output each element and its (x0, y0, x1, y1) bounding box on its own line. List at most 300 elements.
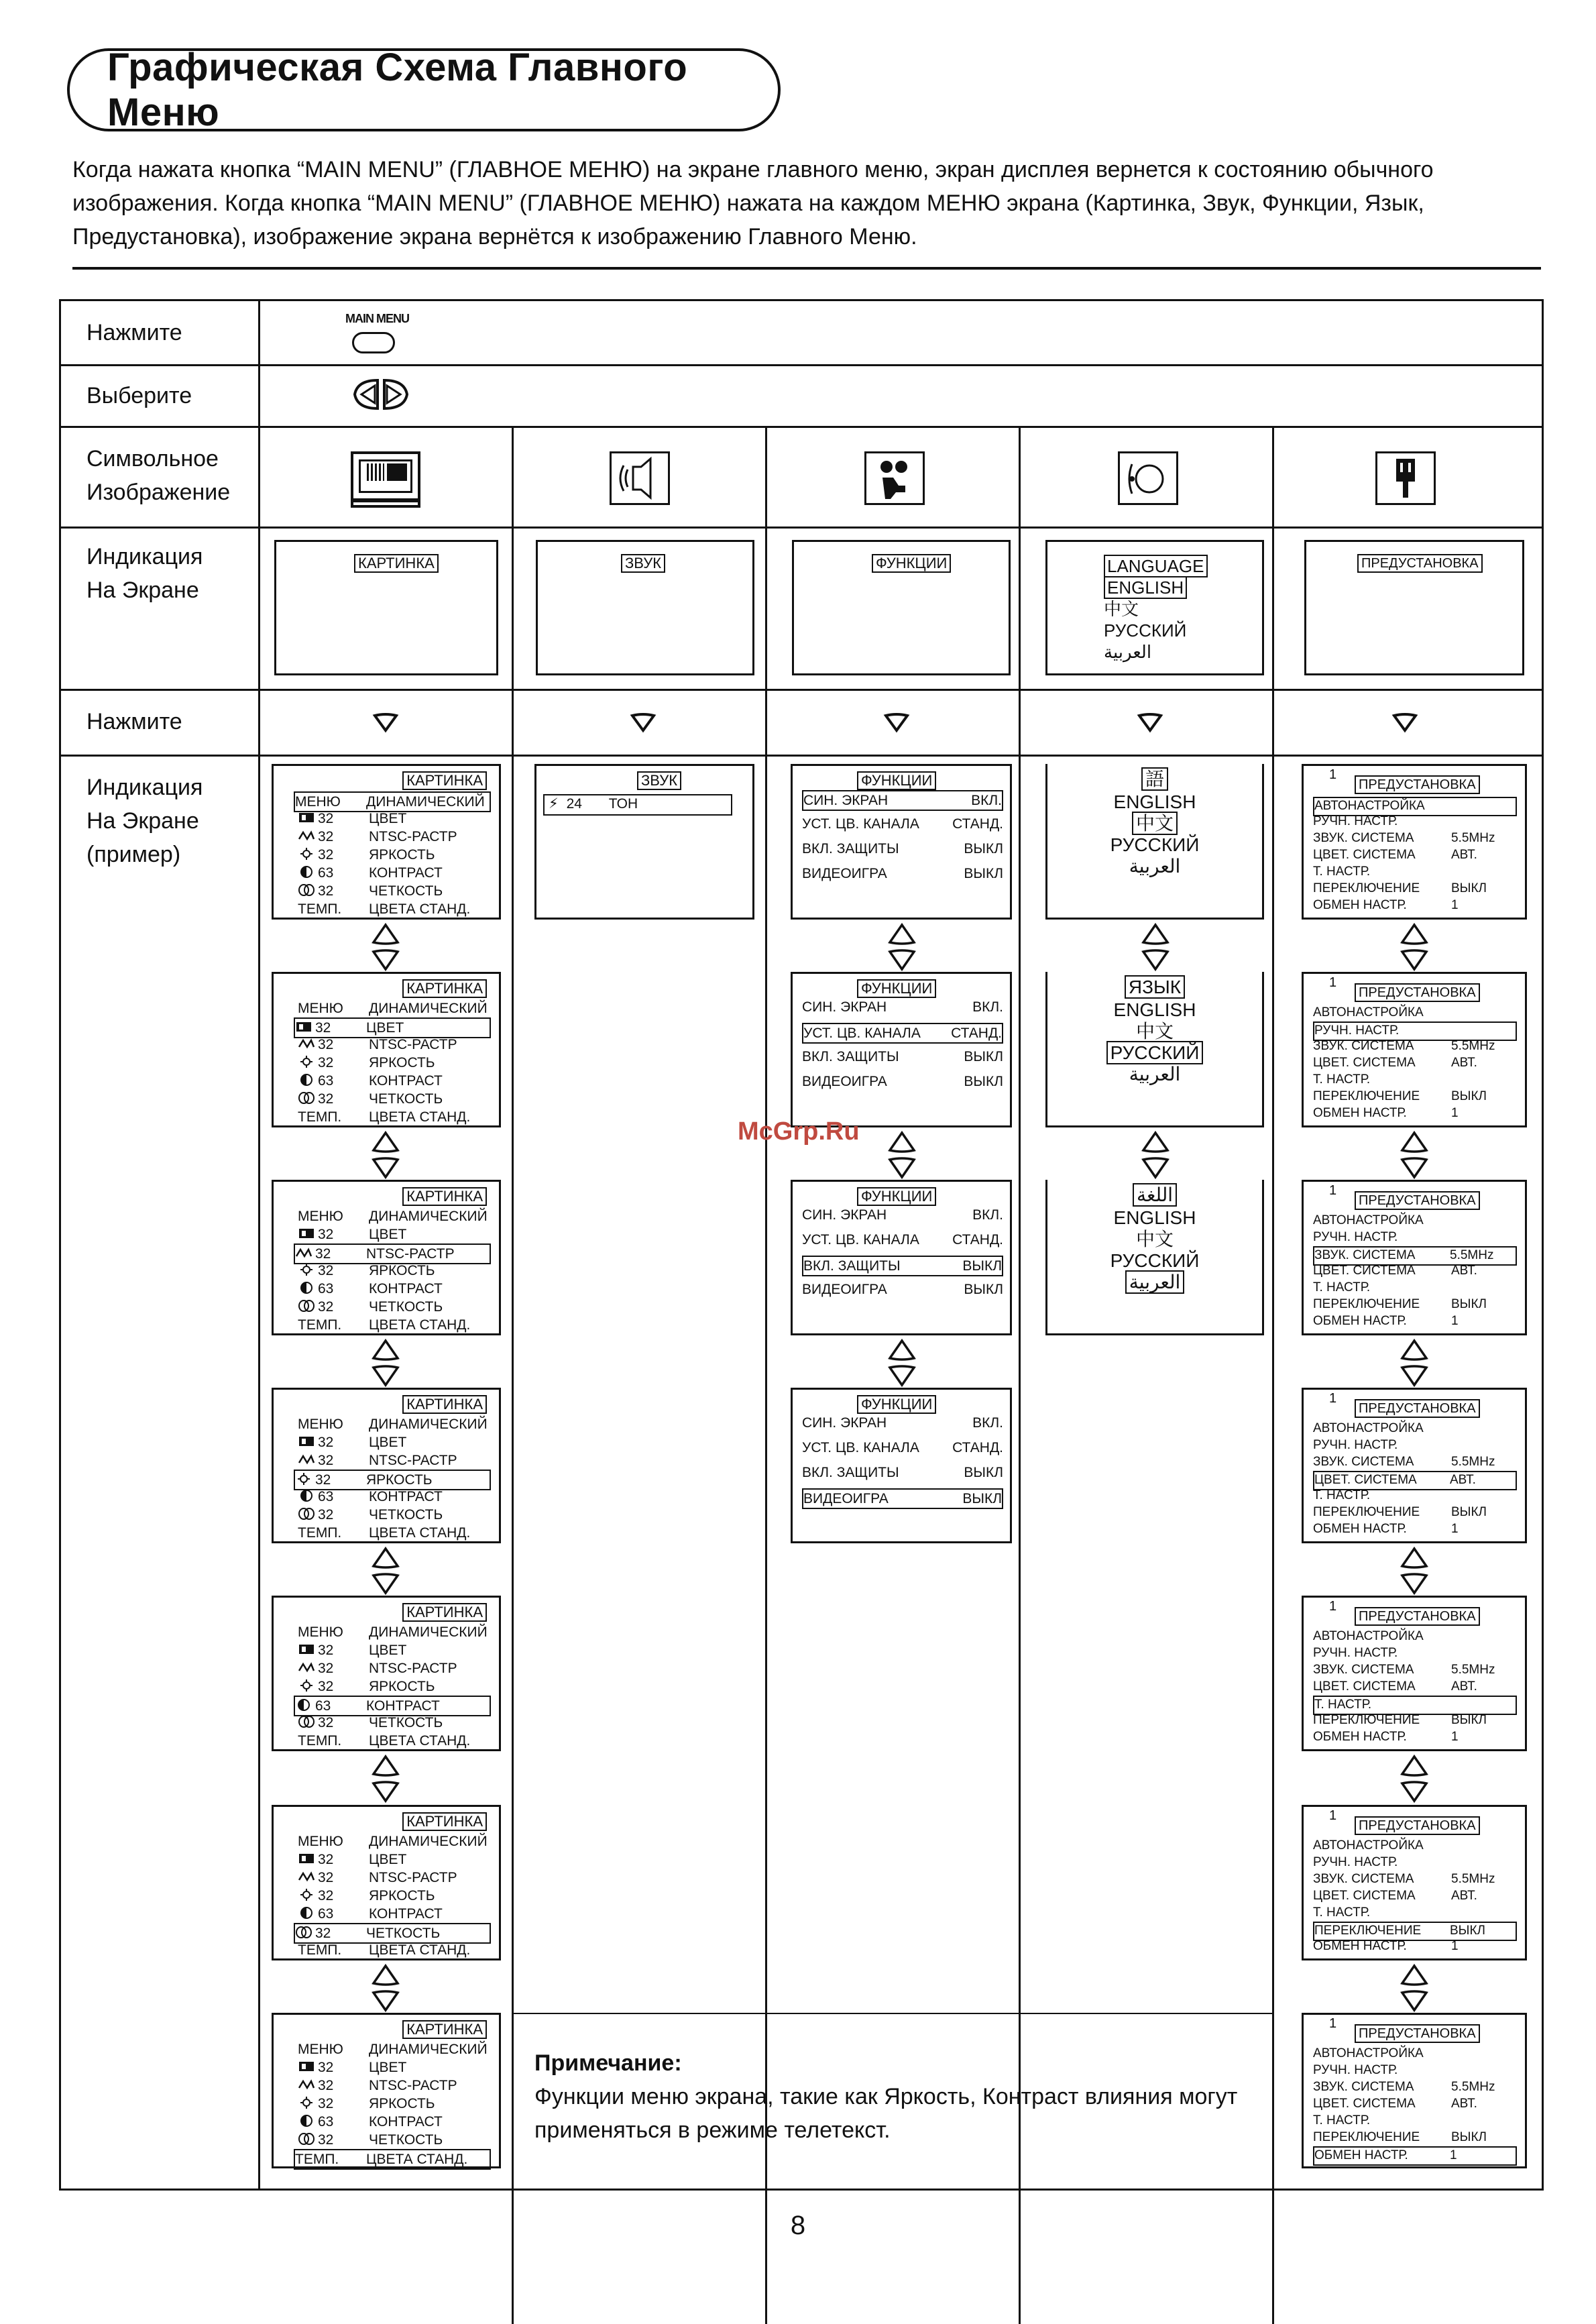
menu-row[interactable] (298, 1415, 488, 1433)
menu-row[interactable] (1313, 1521, 1517, 1538)
page-number: 8 (790, 2211, 806, 2240)
menu-row-value: 32 (298, 1451, 369, 1470)
menu-row-value: СТАНД. (951, 1026, 1002, 1041)
menu-row-label: Т. НАСТР. (1313, 1905, 1371, 1920)
screen-title: ФУНКЦИИ (857, 771, 936, 790)
menu-row[interactable] (298, 999, 488, 1017)
menu-row-value: ВЫКЛ (1451, 1297, 1487, 1311)
menu-row[interactable] (298, 1433, 488, 1451)
menu-row[interactable] (1313, 1888, 1517, 1905)
menu-row[interactable] (1313, 1838, 1517, 1855)
menu-row[interactable] (802, 1463, 1003, 1482)
menu-row-value (1451, 1628, 1517, 1645)
menu-row[interactable] (1313, 1038, 1517, 1055)
menu-row[interactable] (294, 2149, 491, 2170)
onscreen-picture (274, 540, 498, 675)
menu-row[interactable] (298, 1072, 488, 1090)
menu-row-value (1451, 1072, 1517, 1089)
menu-row-label: ЯРКОСТЬ (369, 2096, 435, 2111)
menu-row[interactable] (1313, 1263, 1517, 1280)
menu-row[interactable] (1313, 830, 1517, 847)
menu-row[interactable] (298, 1623, 488, 1641)
menu-row[interactable] (1313, 2079, 1517, 2096)
menu-row-value: ВКЛ. (971, 793, 1002, 808)
menu-row-label: ПЕРЕКЛЮЧЕНИЕ (1313, 881, 1420, 895)
globe-icon (1118, 451, 1178, 505)
menu-row-label: ЦВЕТ. СИСТЕМА (1313, 2097, 1416, 2111)
menu-row-label: Т. НАСТР. (1314, 1698, 1372, 1712)
menu-row-label: ПЕРЕКЛЮЧЕНИЕ (1313, 1089, 1420, 1103)
menu-row-value: 63 (298, 864, 369, 882)
lang-option-label: ENGLISH (1113, 999, 1196, 1020)
tools-icon (864, 451, 925, 505)
menu-row[interactable] (298, 846, 488, 864)
menu-row-value (1451, 814, 1517, 830)
menu-row[interactable] (298, 828, 488, 846)
menu-row[interactable] (802, 1439, 1003, 1457)
up-down-arrows-icon[interactable] (371, 1338, 400, 1388)
menu-row[interactable] (298, 1905, 488, 1923)
menu-row-label: ЯРКОСТЬ (366, 1472, 433, 1488)
screen-title: ЗВУК (621, 554, 665, 573)
menu-row[interactable] (1313, 2113, 1517, 2129)
menu-row-value: 63 (298, 1072, 369, 1090)
menu-row[interactable] (298, 1641, 488, 1659)
main-menu-label: MAIN MENU (345, 312, 409, 325)
screen-title: КАРТИНКА (354, 554, 439, 573)
menu-row-label: ДИНАМИЧЕСКИЙ (369, 1209, 488, 1224)
onscreen-functions (792, 540, 1011, 675)
menu-row[interactable] (1313, 1089, 1517, 1105)
menu-row[interactable] (1313, 1679, 1517, 1696)
menu-row-value: МЕНЮ (298, 1624, 343, 1640)
menu-row-value (1451, 2062, 1517, 2079)
menu-row-label: ЦВЕТА СТАНД. (369, 1317, 471, 1333)
menu-row[interactable] (1313, 1729, 1517, 1746)
contrast-icon (298, 2115, 315, 2127)
down-button-icon[interactable] (630, 713, 657, 733)
menu-row-value (1451, 1229, 1517, 1246)
menu-row-value: 63 (298, 1905, 369, 1923)
menu-row[interactable] (298, 2113, 488, 2131)
menu-row-label: ДИНАМИЧЕСКИЙ (369, 1417, 488, 1432)
menu-row-label: ЦВЕТ. СИСТЕМА (1314, 1473, 1417, 1487)
menu-row-label: ОБМЕН НАСТР. (1313, 1314, 1407, 1328)
menu-row-label: АВТОНАСТРОЙКА (1313, 1421, 1424, 1435)
menu-row-label: ЦВЕТ (369, 1435, 407, 1450)
down-button-icon[interactable] (372, 713, 399, 733)
left-right-arrows-icon[interactable] (351, 378, 411, 411)
up-down-arrows-icon[interactable] (371, 1754, 400, 1804)
menu-row-label: ЗВУК. СИСТЕМА (1314, 1248, 1416, 1262)
menu-row-label: ДИНАМИЧЕСКИЙ (369, 1001, 488, 1016)
menu-row-value: ТЕМП. (298, 1733, 342, 1749)
menu-row[interactable] (298, 1524, 488, 1542)
menu-row-label: КОНТРАСТ (366, 1698, 440, 1714)
screen-title: КАРТИНКА (402, 1395, 487, 1414)
menu-row-value: 32 (298, 1506, 369, 1524)
screen-title: ФУНКЦИИ (857, 1395, 936, 1414)
menu-row[interactable] (298, 864, 488, 882)
menu-row-label: ЗВУК. СИСТЕМА (1313, 2080, 1414, 2094)
menu-row-label: ВИДЕОИГРА (802, 866, 887, 881)
menu-row[interactable] (1313, 1662, 1517, 1679)
screen-title: ПРЕДУСТАНОВКА (1355, 1607, 1480, 1626)
menu-row[interactable] (298, 1714, 488, 1732)
menu-row-label: ВИДЕОИГРА (803, 1491, 889, 1506)
menu-row-value: 32 (298, 1090, 369, 1108)
color-icon (298, 1643, 315, 1655)
menu-row[interactable] (298, 900, 488, 918)
menu-row-label: КОНТРАСТ (369, 865, 443, 881)
sound-tone-row[interactable] (543, 794, 732, 816)
menu-row[interactable] (1313, 864, 1517, 881)
ntsc-icon (295, 1247, 312, 1259)
down-button-icon[interactable] (1391, 713, 1418, 733)
menu-row-label: ЗВУК. СИСТЕМА (1313, 1872, 1414, 1886)
up-down-arrows-icon[interactable] (1400, 1754, 1429, 1804)
menu-row[interactable] (802, 840, 1003, 858)
menu-row[interactable] (298, 1506, 488, 1524)
screen-title: ПРЕДУСТАНОВКА (1355, 1191, 1480, 1210)
lang-option[interactable] (1047, 1063, 1262, 1086)
menu-row-label: ОБМЕН НАСТР. (1314, 2148, 1408, 2162)
menu-row[interactable] (1313, 814, 1517, 830)
up-down-arrows-icon[interactable] (371, 1546, 400, 1596)
speaker-icon (610, 451, 670, 505)
up-down-arrows-icon[interactable] (887, 1338, 917, 1388)
menu-row[interactable] (1313, 1005, 1517, 1021)
screen-title: ФУНКЦИИ (857, 979, 936, 998)
up-down-arrows-icon[interactable] (371, 1130, 400, 1180)
menu-row[interactable] (298, 1262, 488, 1280)
ntsc-icon (298, 830, 315, 842)
menu-row[interactable] (298, 1887, 488, 1905)
menu-row[interactable] (1313, 1229, 1517, 1246)
menu-row[interactable] (802, 1206, 1003, 1224)
lang-option-label: РУССКИЙ (1110, 1250, 1200, 1271)
menu-row[interactable] (1313, 1488, 1517, 1504)
menu-row[interactable] (298, 1850, 488, 1869)
menu-row[interactable] (802, 1256, 1003, 1276)
menu-row-value: 1 (1451, 898, 1459, 912)
menu-row-label: NTSC-РАСТР (369, 1453, 457, 1468)
menu-row-label: ЧЕТКОСТЬ (366, 1926, 441, 1941)
screen-title: КАРТИНКА (402, 2020, 487, 2039)
screen-title: ПРЕДУСТАНОВКА (1355, 1399, 1480, 1418)
onscreen-preset (1304, 540, 1524, 675)
up-down-arrows-icon[interactable] (1400, 1546, 1429, 1596)
down-button-icon[interactable] (1137, 713, 1163, 733)
contrast-icon (295, 1699, 312, 1711)
ntsc-icon (298, 1871, 315, 1883)
menu-row-value: МЕНЮ (298, 1834, 343, 1849)
up-down-arrows-icon[interactable] (1400, 1338, 1429, 1388)
menu-row-value: 63 (295, 1697, 366, 1715)
menu-row[interactable] (1313, 881, 1517, 897)
menu-row-value: 63 (298, 1488, 369, 1506)
menu-row[interactable] (1313, 2146, 1517, 2166)
menu-row-label: ЯРКОСТЬ (369, 1888, 435, 1903)
menu-row-label: КОНТРАСТ (369, 1906, 443, 1922)
menu-row[interactable] (298, 2077, 488, 2095)
menu-row-value (1451, 1488, 1517, 1504)
menu-row-value: 1 (1451, 1522, 1459, 1536)
menu-row[interactable] (1313, 1213, 1517, 1229)
menu-row[interactable] (802, 1231, 1003, 1249)
column-divider (1272, 426, 1274, 2324)
menu-row[interactable] (802, 815, 1003, 833)
menu-row-label: КОНТРАСТ (369, 1489, 443, 1504)
menu-row[interactable] (298, 1280, 488, 1298)
menu-row-label: ДИНАМИЧЕСКИЙ (369, 1834, 488, 1849)
down-button-icon[interactable] (883, 713, 910, 733)
menu-row[interactable] (1313, 1855, 1517, 1871)
menu-row-value: ВЫКЛ (964, 841, 1003, 856)
menu-row-value: 32 (298, 2095, 369, 2113)
up-down-arrows-icon[interactable] (1400, 1130, 1429, 1180)
menu-row-label: ОБМЕН НАСТР. (1313, 1522, 1407, 1536)
color-icon (298, 1852, 315, 1865)
lang-option-label: 中文 (1135, 1021, 1174, 1042)
menu-row[interactable] (298, 1677, 488, 1696)
preset-number: 1 (1329, 1599, 1337, 1614)
contrast-icon (298, 1907, 315, 1919)
menu-row[interactable] (802, 790, 1003, 811)
lang-option[interactable] (1047, 812, 1262, 835)
menu-row-label: ЦВЕТА СТАНД. (369, 1109, 471, 1125)
menu-row-label: ПЕРЕКЛЮЧЕНИЕ (1313, 1505, 1420, 1519)
menu-row[interactable] (298, 1659, 488, 1677)
lang-title: LANGUAGE (1104, 555, 1208, 577)
up-down-arrows-icon[interactable] (371, 922, 400, 972)
sharpness-icon (298, 1092, 315, 1104)
menu-row[interactable] (298, 1225, 488, 1243)
menu-row-label: УСТ. ЦВ. КАНАЛА (803, 1026, 921, 1041)
menu-row[interactable] (298, 1451, 488, 1470)
menu-row[interactable] (298, 1298, 488, 1316)
menu-row-label: КОНТРАСТ (369, 2114, 443, 2129)
lang-option[interactable] (1047, 1042, 1262, 1064)
preset-menu-screen (1302, 1180, 1527, 1335)
lang-russian: РУССКИЙ (1104, 620, 1187, 641)
menu-row-label: ОБМЕН НАСТР. (1313, 1106, 1407, 1120)
menu-row[interactable] (298, 2131, 488, 2149)
menu-row[interactable] (1313, 1628, 1517, 1645)
menu-row[interactable] (298, 882, 488, 900)
tone-icon: ⚡ (549, 796, 559, 812)
up-down-arrows-icon[interactable] (887, 922, 917, 972)
menu-row[interactable] (802, 1048, 1003, 1066)
up-down-arrows-icon[interactable] (1141, 922, 1170, 972)
contrast-icon (298, 1490, 315, 1502)
menu-row[interactable] (298, 2095, 488, 2113)
up-down-arrows-icon[interactable] (1400, 1963, 1429, 2013)
menu-row[interactable] (1313, 897, 1517, 914)
functions-menu-screen (791, 972, 1012, 1127)
screen-title: КАРТИНКА (402, 1603, 487, 1622)
menu-row[interactable] (1313, 1645, 1517, 1662)
menu-row[interactable] (298, 2040, 488, 2058)
menu-row-value: 1 (1451, 1939, 1459, 1953)
menu-row-label: УСТ. ЦВ. КАНАЛА (802, 1232, 919, 1248)
menu-row-label: УСТ. ЦВ. КАНАЛА (802, 816, 919, 832)
menu-row-value: 32 (295, 1924, 366, 1942)
lang-chinese: 中文 (1104, 599, 1139, 619)
menu-row-value: 5.5MHz (1451, 1872, 1495, 1886)
menu-row-value: 1 (1450, 2148, 1457, 2162)
menu-row-label: ЦВЕТА СТАНД. (369, 1525, 471, 1541)
menu-row[interactable] (298, 1316, 488, 1334)
lang-option[interactable] (1047, 855, 1262, 878)
menu-row[interactable] (1313, 2062, 1517, 2079)
menu-row-label: ЯРКОСТЬ (369, 1055, 435, 1070)
menu-row-value: ВЫКЛ (1451, 1089, 1487, 1103)
menu-row[interactable] (298, 1108, 488, 1126)
menu-row-value: ТЕМП. (298, 1942, 342, 1958)
menu-row[interactable] (1313, 1871, 1517, 1888)
menu-row[interactable] (1313, 1437, 1517, 1454)
menu-row[interactable] (1313, 2129, 1517, 2146)
menu-row-value: 32 (298, 828, 369, 846)
lang-option[interactable] (1047, 999, 1262, 1021)
menu-row-value: СТАНД. (952, 1440, 1003, 1455)
menu-row[interactable] (1313, 847, 1517, 864)
menu-row[interactable] (298, 810, 488, 828)
menu-row-label: ЦВЕТ (369, 2060, 407, 2075)
menu-row-label: ЧЕТКОСТЬ (369, 2132, 443, 2148)
menu-row-value: 32 (298, 1677, 369, 1696)
screen-title: КАРТИНКА (402, 771, 487, 790)
menu-row-value: 63 (298, 1280, 369, 1298)
menu-row-label: NTSC-РАСТР (369, 1870, 457, 1885)
menu-row[interactable] (298, 1488, 488, 1506)
menu-row[interactable] (1313, 1296, 1517, 1313)
picture-menu-screen (272, 1596, 501, 1751)
menu-row-label: ЦВЕТА СТАНД. (369, 1942, 471, 1958)
preset-menu-screen (1302, 1388, 1527, 1543)
menu-row-value: ТЕМП. (295, 2152, 339, 2167)
menu-row-value (1450, 1023, 1516, 1040)
sharpness-icon (298, 1508, 315, 1520)
screen-title: ФУНКЦИИ (872, 554, 951, 573)
menu-row-value: МЕНЮ (295, 794, 341, 810)
screen-title: КАРТИНКА (402, 1812, 487, 1831)
brightness-icon (298, 1679, 315, 1692)
menu-row-label: ЦВЕТ (369, 811, 407, 826)
menu-row-value: АВТ. (1450, 1473, 1476, 1487)
preset-number: 1 (1329, 1183, 1337, 1198)
menu-row[interactable] (1313, 2046, 1517, 2062)
menu-row[interactable] (1313, 1313, 1517, 1330)
main-menu-button[interactable] (352, 332, 395, 353)
menu-row[interactable] (298, 1054, 488, 1072)
menu-row[interactable] (1313, 1105, 1517, 1122)
note-body: Функции меню экрана, такие как Яркость, Контраст влияния могут применяться в режиме телетекст. (534, 2084, 1238, 2143)
menu-row-value: СТАНД. (952, 816, 1003, 832)
menu-row[interactable] (802, 1414, 1003, 1432)
lang-english: ENGLISH (1104, 576, 1187, 599)
preset-menu-screen (1302, 1596, 1527, 1751)
menu-row[interactable] (1313, 1938, 1517, 1955)
lang-option[interactable] (1047, 791, 1262, 814)
menu-row-label: СИН. ЭКРАН (802, 1415, 887, 1431)
menu-row[interactable] (1313, 1055, 1517, 1072)
up-down-arrows-icon[interactable] (1141, 1130, 1170, 1180)
menu-row[interactable] (1313, 1280, 1517, 1296)
menu-row[interactable] (298, 1036, 488, 1054)
column-divider (512, 426, 514, 2324)
menu-row-label: ПЕРЕКЛЮЧЕНИЕ (1313, 1713, 1420, 1727)
menu-row[interactable] (298, 1832, 488, 1850)
menu-row-label: ЧЕТКОСТЬ (369, 1091, 443, 1107)
menu-row[interactable] (1313, 1421, 1517, 1437)
menu-row-label: NTSC-РАСТР (369, 829, 457, 844)
menu-row-label: ЦВЕТ. СИСТЕМА (1313, 1679, 1416, 1694)
menu-row-label: АВТОНАСТРОЙКА (1313, 1213, 1424, 1227)
up-down-arrows-icon[interactable] (887, 1130, 917, 1180)
row-divider (61, 689, 1542, 691)
menu-row[interactable] (298, 2058, 488, 2077)
divider (72, 267, 1541, 270)
lang-title: ЯЗЫК (1125, 975, 1185, 999)
menu-row-label: NTSC-РАСТР (369, 1037, 457, 1052)
menu-row-value: АВТ. (1451, 848, 1477, 862)
up-down-arrows-icon[interactable] (1400, 922, 1429, 972)
sharpness-icon (298, 1716, 315, 1728)
menu-row[interactable] (802, 1072, 1003, 1091)
up-down-arrows-icon[interactable] (371, 1963, 400, 2013)
menu-row[interactable] (1313, 1712, 1517, 1729)
lang-option[interactable] (1047, 1228, 1262, 1251)
menu-row-label: ЯРКОСТЬ (369, 1263, 435, 1278)
menu-row[interactable] (1313, 1072, 1517, 1089)
menu-row[interactable] (298, 1090, 488, 1108)
lang-option[interactable] (1047, 834, 1262, 856)
sharpness-icon (295, 1926, 312, 1938)
menu-row-label: NTSC-РАСТР (369, 2078, 457, 2093)
menu-row-value: 32 (298, 1036, 369, 1054)
menu-row[interactable] (1313, 2096, 1517, 2113)
menu-row[interactable] (1313, 1504, 1517, 1521)
title-box (67, 46, 781, 134)
menu-row-value: 5.5MHz (1451, 1039, 1495, 1053)
menu-row-label: РУЧН. НАСТР. (1314, 1023, 1400, 1038)
menu-row[interactable] (802, 1280, 1003, 1298)
menu-row[interactable] (298, 1869, 488, 1887)
menu-row-label: ВКЛ. ЗАЩИТЫ (802, 1049, 899, 1064)
lang-option[interactable] (1047, 1020, 1262, 1043)
menu-row[interactable] (298, 1732, 488, 1750)
menu-row-value: 5.5MHz (1451, 2080, 1495, 2094)
menu-row[interactable] (298, 1207, 488, 1225)
menu-row[interactable] (802, 1488, 1003, 1509)
menu-row[interactable] (1313, 1905, 1517, 1922)
menu-row[interactable] (298, 1941, 488, 1959)
lang-option[interactable] (1047, 1271, 1262, 1294)
ntsc-icon (298, 1038, 315, 1050)
lang-option[interactable] (1047, 1207, 1262, 1229)
menu-row-value: МЕНЮ (298, 1209, 343, 1224)
menu-row-label: СИН. ЭКРАН (803, 793, 889, 808)
menu-row[interactable] (1313, 1454, 1517, 1471)
menu-row[interactable] (802, 865, 1003, 883)
lang-option[interactable] (1047, 1250, 1262, 1272)
plug-icon (1375, 451, 1436, 505)
menu-row-label: ЧЕТКОСТЬ (369, 883, 443, 899)
menu-row[interactable] (802, 998, 1003, 1016)
menu-row[interactable] (802, 1023, 1003, 1044)
